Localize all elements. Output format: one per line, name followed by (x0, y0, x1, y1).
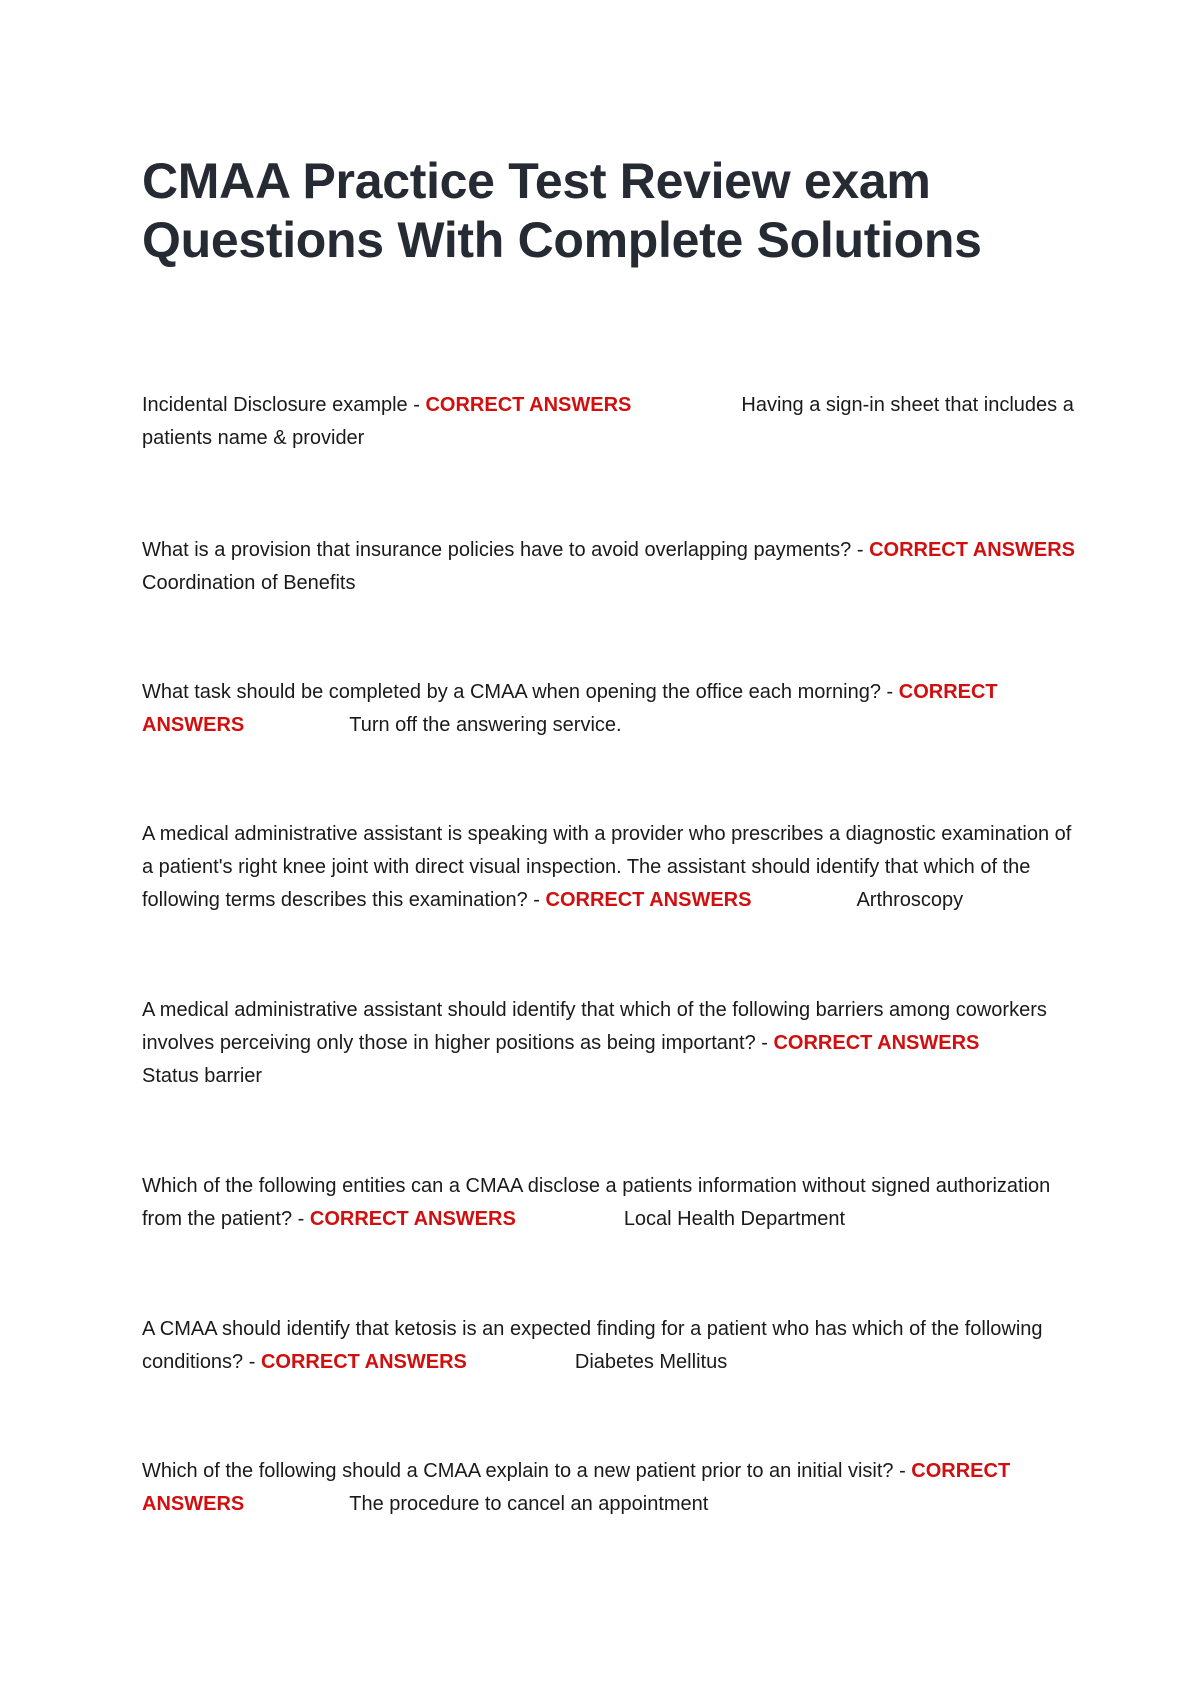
qa-item-8 (142, 1455, 1082, 1521)
question-text: Which of the following entities can a CMAA disclose a patients information without signed authorization from the patient? - (142, 1175, 1051, 1230)
answer-text: Turn off the answering service. (349, 714, 622, 736)
question-text: Incidental Disclosure example - (142, 394, 426, 416)
qa-item-4 (142, 818, 1082, 917)
question-text: A CMAA should identify that ketosis is an expected finding for a patient who has which of the following conditions? - (142, 1318, 1043, 1373)
qa-item-2 (142, 534, 1082, 600)
question-text: Which of the following should a CMAA explain to a new patient prior to an initial visit? - (142, 1460, 912, 1482)
question-text: What task should be completed by a CMAA when opening the office each morning? - (142, 681, 899, 703)
document-title: CMAA Practice Test Review exam Questions With Complete Solutions (142, 153, 982, 268)
correct-answers-label: CORRECT ANSWERS (142, 1460, 1011, 1515)
question-text: What is a provision that insurance policies have to avoid overlapping payments? - (142, 539, 870, 561)
answer-text: Diabetes Mellitus (574, 1351, 728, 1373)
answer-text: Local Health Department (623, 1208, 846, 1230)
correct-answers-label: CORRECT ANSWERS (773, 1032, 980, 1054)
answer-text: Arthroscopy (856, 889, 964, 911)
correct-answers-label: CORRECT ANSWERS (142, 681, 998, 736)
correct-answers-label: CORRECT ANSWERS (260, 1351, 467, 1373)
correct-answers-label: CORRECT ANSWERS (545, 889, 752, 911)
question-text: A medical administrative assistant is speaking with a provider who prescribes a diagnostic examination of a patient's right knee joint with direct visual inspection. The assistant should identify that which of the following terms describes this examination? - (142, 823, 1072, 911)
qa-item-3 (142, 676, 1082, 742)
qa-item-7 (142, 1313, 1082, 1379)
qa-item-6 (142, 1170, 1082, 1236)
answer-text: Coordination of Benefits (142, 572, 356, 594)
answer-text: Status barrier (142, 1065, 263, 1087)
qa-item-5 (142, 994, 1082, 1093)
correct-answers-label: CORRECT ANSWERS (425, 394, 632, 416)
correct-answers-label: CORRECT ANSWERS (869, 539, 1075, 561)
answer-text: Having a sign-in sheet that includes a patients name & provider (142, 394, 1074, 449)
question-text: A medical administrative assistant should identify that which of the following barriers among coworkers involves perceiving only those in higher positions as being important? - (142, 999, 1047, 1054)
answer-text: The procedure to cancel an appointment (349, 1493, 709, 1515)
correct-answers-label: CORRECT ANSWERS (309, 1208, 516, 1230)
qa-item-1 (142, 389, 1082, 455)
